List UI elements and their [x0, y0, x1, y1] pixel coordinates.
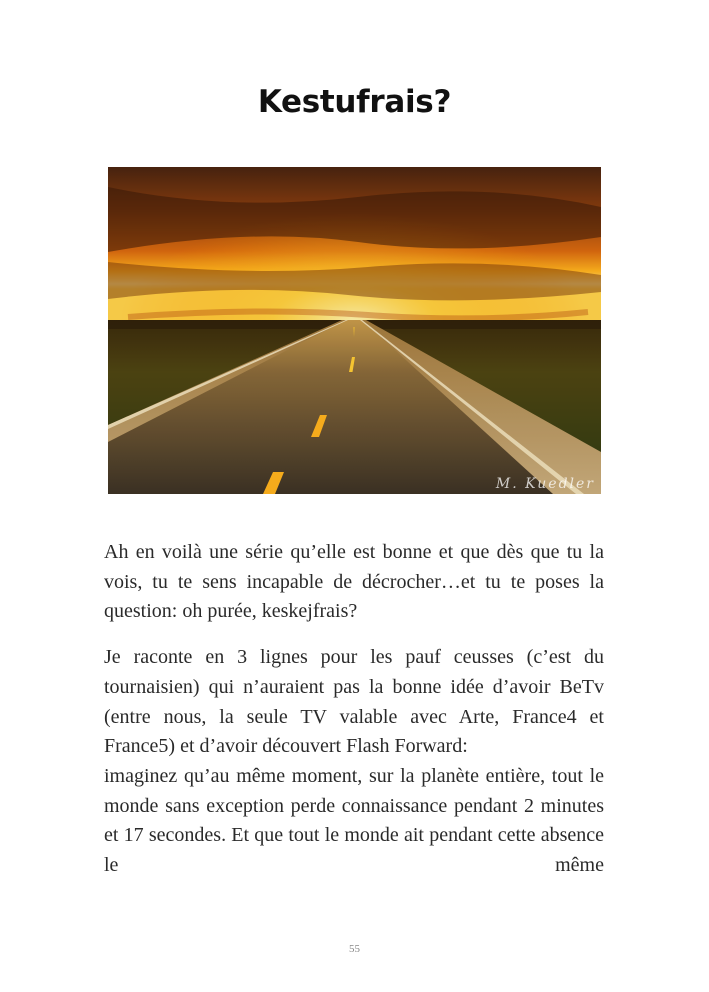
photographer-signature: M. Kuedler [495, 476, 595, 492]
paragraph: Ah en voilà une série qu’elle est bonne et que dès que tu la vois, tu te sens incapable de décrocher…et tu te poses la question: oh purée, keskejfrais? [104, 541, 604, 623]
road-sunset-photo [108, 167, 601, 494]
chapter-title: Kestufrais? [257, 84, 452, 120]
body-text [104, 538, 604, 881]
paragraph: imaginez qu’au même moment, sur la planète entière, tout le monde sans exception perde connaissance pendant 2 minutes et 17 secondes. Et que tout le monde ait pendant cette absence le même [104, 764, 604, 877]
page-number: 55 [349, 943, 360, 955]
road-illustration [108, 167, 601, 494]
paragraph: Je raconte en 3 lignes pour les pauf ceusses (c’est du tournaisien) qui n’auraient pas la bonne idée d’avoir BeTv (entre nous, la seule TV valable avec Arte, France4 et France5) et d’avoir découvert Flash Forward: [104, 646, 604, 758]
